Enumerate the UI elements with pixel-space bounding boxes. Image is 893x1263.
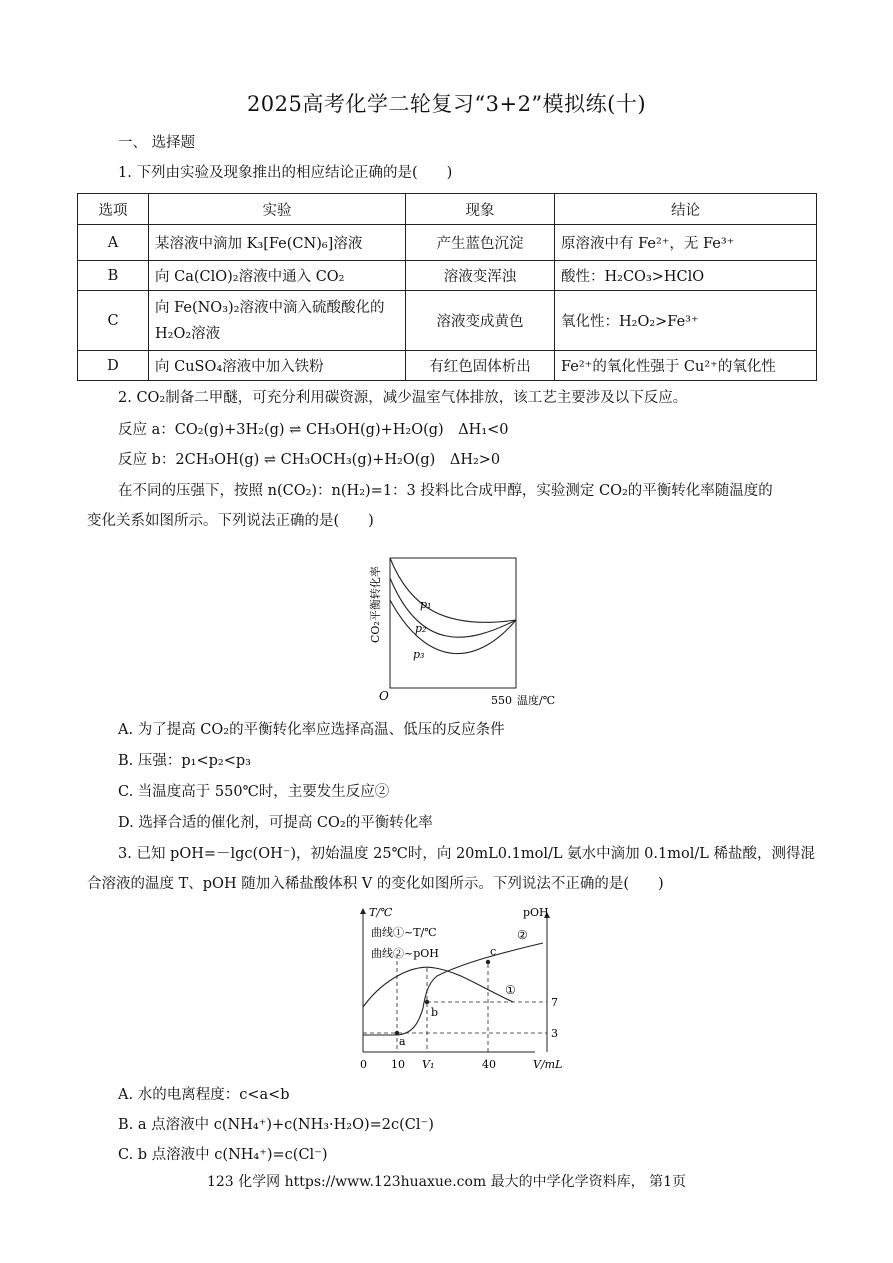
row-phenomenon: 产生蓝色沉淀 (406, 225, 555, 261)
q2-description: 在不同的压强下，按照 n(CO₂)：n(H₂)=1：3 投料比合成甲醇，实验测定 CO₂的平衡转化率随温度的 (118, 483, 773, 499)
y-tick-3: 3 (551, 1027, 558, 1040)
page-footer: 123 化学网 https://www.123huaxue.com 最大的中学化学资料库， 第1页 (206, 1174, 687, 1190)
x-tick-V1: V₁ (422, 1058, 435, 1071)
row-experiment: 某溶液中滴加 K₃[Fe(CN)₆]溶液 (149, 225, 406, 261)
x-axis-label: 温度/℃ (517, 694, 556, 707)
row-option: D (78, 351, 149, 381)
row-phenomenon: 有红色固体析出 (406, 351, 555, 381)
q3-stem-cont: 合溶液的温度 T、pOH 随加入稀盐酸体积 V 的变化如图所示。下列说法不正确的是( ) (87, 876, 664, 892)
row-conclusion: 原溶液中有 Fe²⁺，无 Fe³⁺ (555, 225, 817, 261)
q2-option-c: C. 当温度高于 550℃时，主要发生反应② (118, 784, 390, 800)
chart-frame (390, 558, 516, 688)
curve-p1 (390, 558, 516, 622)
y-tick-7: 7 (551, 996, 558, 1009)
y-left-label: T/℃ (369, 906, 393, 919)
legend-curve2: 曲线②~pOH (371, 947, 439, 960)
label-p3: p₃ (413, 648, 425, 661)
row-phenomenon: 溶液变成黄色 (406, 291, 555, 351)
table-row (78, 291, 817, 351)
q2-option-b: B. 压强：p₁<p₂<p₃ (118, 753, 251, 769)
point-c (486, 960, 490, 964)
label-a: a (399, 1035, 406, 1048)
table-header-row (78, 194, 817, 225)
q2-description-cont: 变化关系如图所示。下列说法正确的是( ) (87, 513, 374, 529)
curve-1-temperature (363, 967, 513, 1007)
y-axis-label: CO₂平衡转化率 (369, 566, 382, 643)
label-p2: p₂ (415, 622, 427, 635)
table-row (78, 261, 817, 291)
row-option: C (78, 291, 149, 351)
table-row (78, 351, 817, 381)
header-option: 选项 (78, 194, 149, 225)
row-experiment: 向 Fe(NO₃)₂溶液中滴入硫酸酸化的 H₂O₂溶液 (149, 291, 406, 351)
section-heading: 一、 选择题 (118, 135, 196, 151)
label-curve-1: ① (505, 983, 516, 997)
row-option: A (78, 225, 149, 261)
page-title: 2025高考化学二轮复习“3+2”模拟练(十) (246, 92, 647, 116)
q3-option-b: B. a 点溶液中 c(NH₄⁺)+c(NH₃·H₂O)=2c(Cl⁻) (118, 1117, 434, 1133)
x-tick-0: 0 (360, 1058, 367, 1071)
x-tick-10: 10 (391, 1058, 405, 1071)
row-experiment: 向 CuSO₄溶液中加入铁粉 (149, 351, 406, 381)
q2-option-d: D. 选择合适的催化剂，可提高 CO₂的平衡转化率 (118, 815, 433, 831)
q2-chart (355, 538, 575, 713)
q3-option-a: A. 水的电离程度：c<a<b (118, 1087, 290, 1103)
q2-reaction-b: 反应 b：2CH₃OH(g) ⇌ CH₃OCH₃(g)+H₂O(g) ΔH₂>0 (118, 452, 501, 468)
header-phenomenon: 现象 (406, 194, 555, 225)
q2-reaction-a: 反应 a：CO₂(g)+3H₂(g) ⇌ CH₃OH(g)+H₂O(g) ΔH₁<0 (118, 422, 509, 438)
q1-stem: 1. 下列由实验及现象推出的相应结论正确的是( ) (118, 165, 453, 181)
table-row (78, 225, 817, 261)
origin-label: O (379, 689, 389, 703)
row-conclusion: 酸性：H₂CO₃>HClO (555, 261, 817, 291)
x-axis-label: V/mL (533, 1058, 563, 1071)
q1-table (77, 193, 817, 381)
header-conclusion: 结论 (555, 194, 817, 225)
label-b: b (431, 1006, 439, 1019)
legend-curve1: 曲线①~T/℃ (371, 926, 437, 939)
q3-stem: 3. 已知 pOH=－lgc(OH⁻)，初始温度 25℃时，向 20mL0.1mol/L 氨水中滴加 0.1mol/L 稀盐酸，测得混 (118, 846, 815, 862)
x-tick-40: 40 (482, 1058, 496, 1071)
row-option: B (78, 261, 149, 291)
row-conclusion: 氧化性：H₂O₂>Fe³⁺ (555, 291, 817, 351)
point-b (425, 1000, 429, 1004)
row-conclusion: Fe²⁺的氧化性强于 Cu²⁺的氧化性 (555, 351, 817, 381)
q2-stem: 2. CO₂制备二甲醚，可充分利用碳资源，减少温室气体排放，该工艺主要涉及以下反应。 (118, 390, 688, 406)
q2-option-a: A. 为了提高 CO₂的平衡转化率应选择高温、低压的反应条件 (118, 722, 505, 738)
y-right-label: pOH (523, 906, 549, 919)
curve-p3 (390, 600, 516, 654)
label-c: c (490, 945, 497, 958)
label-curve-2: ② (517, 928, 528, 942)
q3-chart (355, 902, 580, 1074)
row-phenomenon: 溶液变浑浊 (406, 261, 555, 291)
label-p1: p₁ (420, 598, 432, 611)
q3-option-c: C. b 点溶液中 c(NH₄⁺)=c(Cl⁻) (118, 1147, 328, 1163)
row-experiment: 向 Ca(ClO)₂溶液中通入 CO₂ (149, 261, 406, 291)
left-axis-arrow (360, 908, 366, 914)
x-tick-550: 550 (491, 694, 512, 707)
header-experiment: 实验 (149, 194, 406, 225)
